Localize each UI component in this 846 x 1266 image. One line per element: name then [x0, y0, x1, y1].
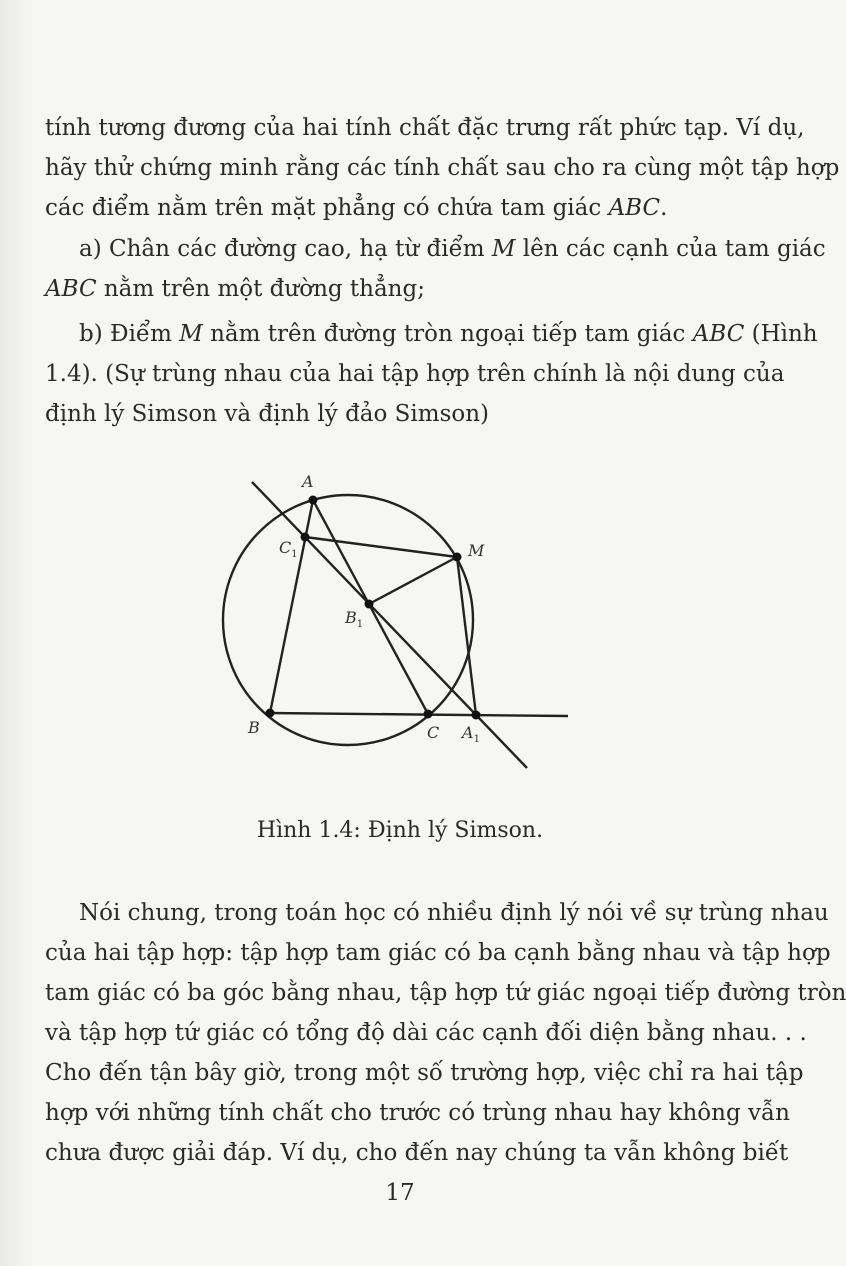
text-span: nằm trên đường tròn ngoại tiếp tam giác [202, 321, 693, 347]
paragraph-general [45, 893, 846, 1173]
point-b1 [365, 600, 374, 609]
math-abc: ABC [45, 276, 97, 302]
label-c: C [427, 723, 440, 742]
text-span: nằm trên một đường thẳng; [96, 276, 425, 302]
text-line: tính tương đương của hai tính chất đặc trưng rất phức tạp. Ví dụ, [45, 115, 805, 141]
label-b1: $B_1$ [345, 608, 364, 630]
math-abc: ABC [692, 321, 745, 347]
label-a: A [302, 472, 314, 491]
text-span: a) Chân các đường cao, hạ từ điểm [79, 236, 492, 262]
math-m: M [491, 236, 516, 262]
text-line: và tập hợp tứ giác có tổng độ dài các cạnh đối diện bằng nhau. . . [45, 1020, 807, 1046]
text-line: hợp với những tính chất cho trước có trùng nhau hay không vẫn [45, 1100, 790, 1126]
label-a1: $A_1$ [462, 723, 480, 745]
figure-caption: Hình 1.4: Định lý Simson. [256, 818, 544, 843]
point-a1 [472, 711, 481, 720]
text-line: 1.4). (Sự trùng nhau của hai tập hợp trên chính là nội dung của [45, 361, 785, 387]
text-line: Nói chung, trong toán học có nhiều định lý nói về sự trùng nhau [79, 900, 829, 926]
text-span: . [660, 195, 668, 221]
segment-c1-m [305, 537, 457, 557]
simson-line [252, 482, 527, 768]
text-span: các điểm nằm trên mặt phẳng có chứa tam giác [45, 195, 609, 221]
page-number: 17 [385, 1180, 415, 1206]
page-edge-shadow [0, 0, 34, 1266]
point-a [309, 496, 318, 505]
text-line [45, 229, 826, 269]
label-c1: $C_1$ [279, 538, 298, 560]
text-line: hãy thử chứng minh rằng các tính chất sau cho ra cùng một tập hợp [45, 155, 840, 181]
text-line [45, 314, 818, 354]
text-line: chưa được giải đáp. Ví dụ, cho đến nay chúng ta vẫn không biết [45, 1140, 789, 1166]
point-b [266, 709, 275, 718]
text-span: lên các cạnh của tam giác [515, 236, 826, 262]
side-bc-extended [268, 713, 568, 716]
point-c1 [301, 533, 310, 542]
segment-b1-m [369, 557, 457, 604]
item-b [45, 314, 818, 434]
math-abc: ABC [608, 195, 661, 221]
text-span: (Hình [744, 321, 818, 347]
text-line [45, 188, 756, 228]
text-span: b) Điểm [79, 321, 180, 347]
paragraph-intro [45, 108, 840, 228]
point-c [424, 710, 433, 719]
label-b: B [248, 718, 260, 737]
label-m: M [468, 541, 485, 560]
simson-figure [215, 465, 585, 785]
text-line: định lý Simson và định lý đảo Simson) [45, 401, 490, 427]
text-line: của hai tập hợp: tập hợp tam giác có ba cạnh bằng nhau và tập hợp [45, 940, 831, 966]
text-line: tam giác có ba góc bằng nhau, tập hợp tứ giác ngoại tiếp đường tròn [45, 980, 846, 1006]
point-m [453, 553, 462, 562]
item-a [45, 229, 826, 309]
side-ab [270, 500, 313, 713]
math-m: M [179, 321, 203, 347]
text-line: Cho đến tận bây giờ, trong một số trường hợp, việc chỉ ra hai tập [45, 1060, 804, 1086]
text-line [45, 269, 756, 309]
